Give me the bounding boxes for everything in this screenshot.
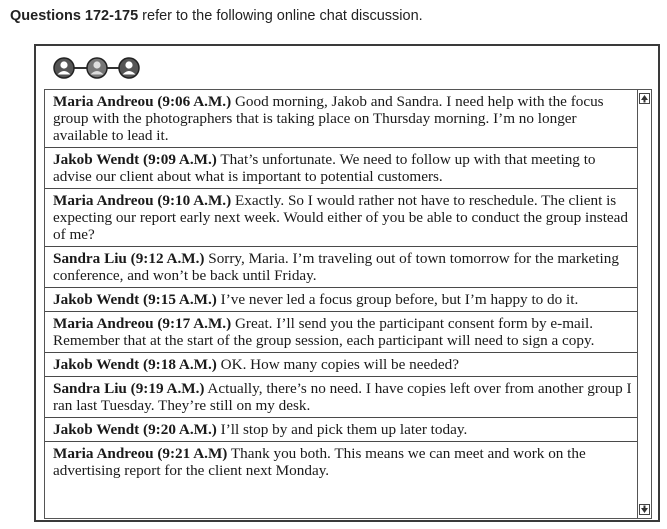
message-speaker: Maria Andreou (9:17 A.M.) bbox=[53, 315, 232, 332]
message-speaker: Jakob Wendt (9:15 A.M.) bbox=[53, 291, 217, 308]
message-text: OK. How many copies will be needed? bbox=[216, 356, 459, 373]
message bbox=[45, 442, 639, 482]
message-speaker: Maria Andreou (9:10 A.M.) bbox=[53, 192, 232, 209]
chat-window bbox=[34, 44, 660, 522]
message-text: Good morning, Jakob and Sandra. I need help with the focus group with the photographers that is taking place on Thursday morning. I’m no longer available to lead it. bbox=[53, 93, 604, 144]
message bbox=[45, 288, 639, 312]
message-speaker: Jakob Wendt (9:09 A.M.) bbox=[53, 151, 217, 168]
message bbox=[45, 247, 639, 288]
participant-icon bbox=[119, 58, 139, 78]
message-text: I’ve never led a focus group before, but I’m happy to do it. bbox=[216, 291, 579, 308]
message-speaker: Maria Andreou (9:21 A.M) bbox=[53, 445, 228, 462]
message-speaker: Jakob Wendt (9:18 A.M.) bbox=[53, 356, 217, 373]
message bbox=[45, 189, 639, 247]
scroll-down-button[interactable] bbox=[639, 504, 650, 515]
participants-bar bbox=[36, 46, 658, 90]
message-speaker: Maria Andreou (9:06 A.M.) bbox=[53, 93, 232, 110]
chat-messages-panel bbox=[44, 89, 652, 519]
message-text: Thank you both. This means we can meet and work on the advertising report for the client next Monday. bbox=[53, 445, 586, 479]
message-text: Sorry, Maria. I’m traveling out of town tomorrow for the marketing conference, and won’t be back until Friday. bbox=[53, 250, 619, 284]
participants-icon-group bbox=[53, 56, 143, 80]
participant-icon bbox=[54, 58, 74, 78]
message-text: Great. I’ll send you the participant consent form by e-mail. Remember that at the start of the group session, each participant will need to sign a copy. bbox=[53, 315, 595, 349]
message-list bbox=[45, 90, 639, 482]
question-heading bbox=[10, 8, 423, 24]
message bbox=[45, 90, 639, 148]
message-text: Exactly. So I would rather not have to reschedule. The client is expecting our report early next week. Would either of you be able to conduct the group instead of me? bbox=[53, 192, 629, 243]
arrow-down-icon bbox=[640, 505, 649, 514]
message-speaker: Jakob Wendt (9:20 A.M.) bbox=[53, 421, 217, 438]
message-text: That’s unfortunate. We need to follow up with that meeting to advise our client about what is important to potential customers. bbox=[53, 151, 596, 185]
chat-scrollbar[interactable] bbox=[637, 90, 651, 518]
message bbox=[45, 353, 639, 377]
message-speaker: Sandra Liu (9:19 A.M.) bbox=[53, 380, 205, 397]
message bbox=[45, 312, 639, 353]
message bbox=[45, 418, 639, 442]
message-text: I’ll stop by and pick them up later today. bbox=[216, 421, 468, 438]
message-text: Actually, there’s no need. I have copies left over from another group I ran last Tuesday. They’re still on my desk. bbox=[53, 380, 632, 414]
question-range: Questions 172-175 bbox=[10, 8, 139, 24]
participant-icon bbox=[87, 58, 107, 78]
message bbox=[45, 148, 639, 189]
message-speaker: Sandra Liu (9:12 A.M.) bbox=[53, 250, 205, 267]
scroll-up-button[interactable] bbox=[639, 93, 650, 104]
arrow-up-icon bbox=[640, 94, 649, 103]
message bbox=[45, 377, 639, 418]
heading-text: refer to the following online chat discussion. bbox=[138, 8, 423, 24]
